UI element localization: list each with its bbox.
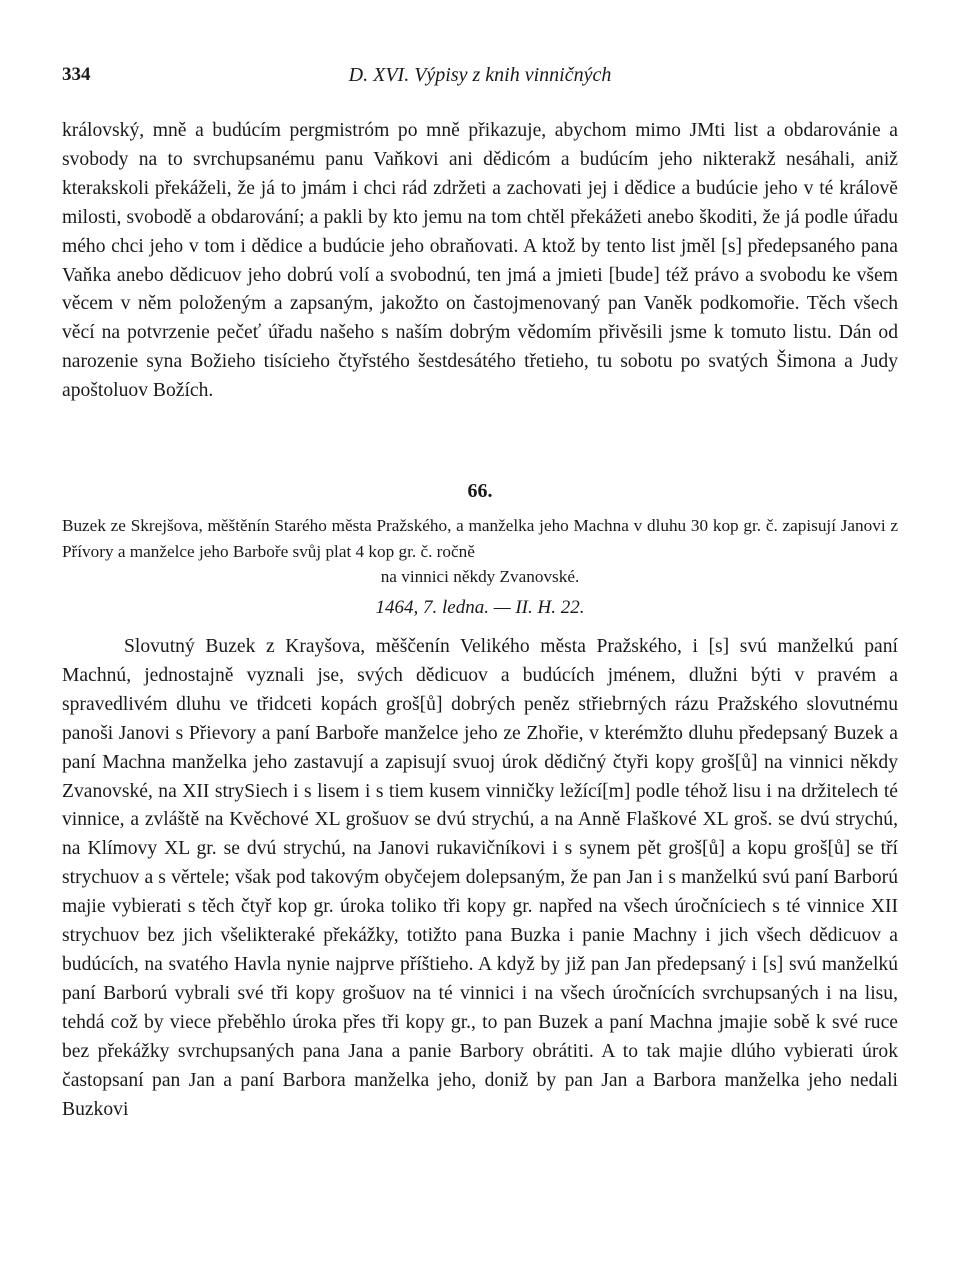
- paragraph-continued: královský, mně a budúcím pergmistróm po mně přikazuje, abychom mimo JMti list a obdarovánie a svobody na to svrchupsanému panu Vaňkovi ani dědicóm a budúcím jeho nikterakž nesáhali, aniž kterakskoli překáželi, že já to jmám i chci rád zdržeti a zachovati jej i dědice a budúcie jeho v té královĕ milosti, svobodě a obdarování; a pakli by kto jemu na tom chtěl překážeti anebo škoditi, že já podle úřadu mého chci jeho v tom i dědice a budúcie jeho obraňovati. A ktož by tento list jměl [s] předepsaného pana Vaňka anebo dědicuov jeho dobrú volí a svobodnú, ten jmá a jmieti [bude] též právo a svobodu ke všem věcem v něm položeným a zapsaným, jakožto on častojmenovaný pan Vaněk podkomořie. Těch všech věcí na potvrzenie pečeť úřadu našeho s naším dobrým vědomím přivěsili jsme k tomuto listu. Dán od narozenie syna Božieho tisícieho čtyřstého šestdesátého třetieho, tu sobotu po svatých Šimona a Judy apoštoluov Božích.: [62, 120, 898, 402]
- running-head: D. XVI. Výpisy z knih vinničných: [348, 64, 612, 86]
- document-date: 1464, 7. ledna. — II. H. 22.: [375, 597, 585, 618]
- document-regest: [62, 513, 898, 590]
- page-header: [62, 64, 898, 94]
- page-number: 334: [62, 64, 91, 85]
- regest-main: Buzek ze Skrejšova, měštěnín Starého města Pražského, a manželka jeho Machna v dluhu 30 kop gr. č. zapisují Janovi z Přívory a manželce jeho Barboře svůj plat 4 kop gr. č. ročně: [62, 516, 898, 561]
- document-text: Slovutný Buzek z Krayšova, měščenín Velikého města Pražského, i [s] svú manželkú paní Machnú, jednostajně vyznali jse, svých dědicuov a budúcích jménem, dlužni býti v pravém a spravedlivém dluhu ve třidceti kopách groš[ů] dobrých peněz střiebrných rázu Pražského slovutnému panoši Janovi s Přievory a paní Barboře manželce jeho ze Zhořie, v kterémžto dluhu předepsaný Buzek a paní Machna manželka jeho zastavují a zapisují svuoj úrok dědičný čtyři kopy groš[ů] na vinnici někdy Zvanovské, na XII strySiech i s lisem i s tiem kusem vinničky ležící[m] podle téhož lisu i na držitelech té vinnice, a zvláště na Kvěchové XL grošuov se dvú strychú, a na Anně Flaškové XL groš. se dvú strychú, na Klímovy XL gr. se dvú strychú, na Janovi rukavičníkovi i s synem pět groš[ů] a kopu groš[ů] se tří strychuov a s věrtele; však pod takovým obyčejem dolepsaným, že pan Jan i s manželkú svú paní Barború majie vybierati s těch čtyř kop gr. úroka toliko tři kopy gr. napřed na všech úročníciech s té vinnice XII strychuov bez jich všelikteraké překážky, totižto pana Buzka i panie Machny i jich všech dědicuov a budúcích, na svatého Havla nynie najprve příštieho. A když by již pan Jan předepsaný i [s] svú manželkú paní Barború vybrali své tři kopy grošuov na té vinnici i na všech úročnících svrchupsaných i na lisu, tehdá což by viece přeběhlo úroka přes tři kopy gr., to pan Buzek a paní Machna jmajie sobě k své ruce bez překážky svrchupsaných pana Jana a panie Barbory obrátiti. A to tak majie dlúho vybierati úrok častopsaní pan Jan a paní Barbora manželka jeho, doniž by pan Jan a Barbora manželka jeho nedali Buzkovi: [62, 636, 898, 1120]
- document-number: 66.: [467, 480, 493, 502]
- regest-last-line: na vinnici někdy Zvanovské.: [380, 567, 580, 586]
